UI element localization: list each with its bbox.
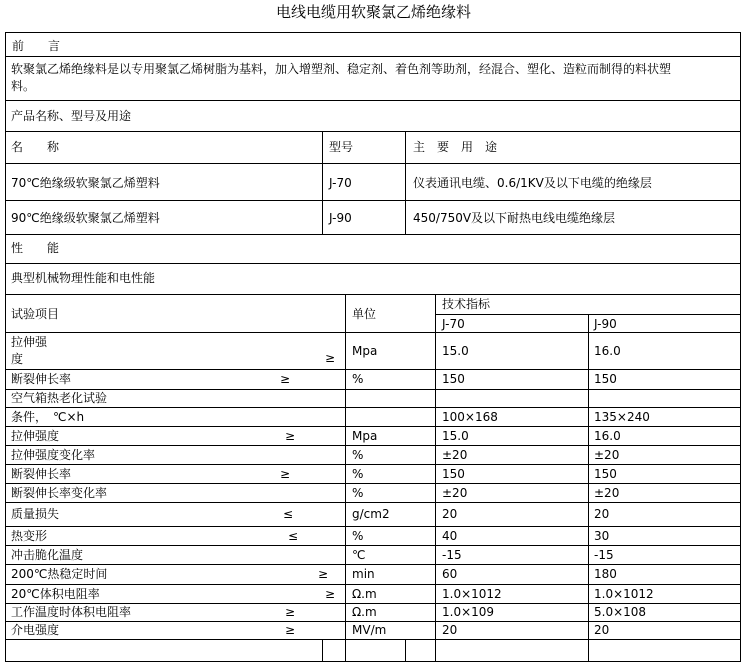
perf-j90: 5.0×108 xyxy=(594,605,647,619)
perf-j70: 1.0×1012 xyxy=(442,587,502,601)
perf-j70: 1.0×109 xyxy=(442,605,495,619)
products-col-use: 主 要 用 途 xyxy=(413,140,498,154)
perf-symbol: ≤ xyxy=(283,507,294,521)
products-heading: 产品名称、型号及用途 xyxy=(11,109,132,123)
perf-symbol: ≥ xyxy=(280,372,291,386)
perf-unit: min xyxy=(352,567,375,581)
perf-j70: 150 xyxy=(442,372,465,386)
product-use: 450/750V及以下耐热电线电缆绝缘层 xyxy=(413,211,616,225)
perf-j90: ±20 xyxy=(594,486,620,500)
perf-j90: 135×240 xyxy=(594,410,650,424)
perf-j90: -15 xyxy=(594,548,614,562)
performance-col-j70: J-70 xyxy=(442,317,465,331)
perf-item: 热变形 xyxy=(11,529,48,543)
perf-unit: MV/m xyxy=(352,623,387,637)
product-model: J-70 xyxy=(329,176,352,190)
perf-j90: 16.0 xyxy=(594,429,621,443)
perf-unit: % xyxy=(352,529,364,543)
product-name: 90℃绝缘级软聚氯乙烯塑料 xyxy=(11,211,160,225)
perf-unit: g/cm2 xyxy=(352,507,390,521)
perf-j70: 40 xyxy=(442,529,458,543)
perf-symbol: ≥ xyxy=(325,351,336,365)
perf-item: 条件， ℃×h xyxy=(11,410,85,424)
perf-j70: 20 xyxy=(442,507,458,521)
perf-unit: Mpa xyxy=(352,429,378,443)
performance-heading: 性 能 xyxy=(11,241,60,255)
performance-col-j90: J-90 xyxy=(594,317,617,331)
perf-unit: % xyxy=(352,372,364,386)
perf-symbol: ≥ xyxy=(325,587,336,601)
perf-item: 20℃体积电阻率 xyxy=(11,587,100,601)
product-model: J-90 xyxy=(329,211,352,225)
perf-item: 200℃热稳定时间 xyxy=(11,567,108,581)
perf-j90: 180 xyxy=(594,567,617,581)
perf-item: 空气箱热老化试验 xyxy=(11,391,108,405)
perf-j90: 1.0×1012 xyxy=(594,587,654,601)
perf-item: 冲击脆化温度 xyxy=(11,548,84,562)
performance-col-unit: 单位 xyxy=(352,307,377,321)
perf-j70: ±20 xyxy=(442,448,468,462)
perf-unit: Ω.m xyxy=(352,587,377,601)
performance-subheading: 典型机械物理性能和电性能 xyxy=(11,271,156,285)
perf-symbol: ≥ xyxy=(285,605,296,619)
perf-symbol: ≥ xyxy=(285,623,296,637)
product-use: 仪表通讯电缆、0.6/1KV及以下电缆的绝缘层 xyxy=(413,176,652,190)
perf-j70: 60 xyxy=(442,567,458,581)
perf-j70: 15.0 xyxy=(442,344,469,358)
perf-unit: % xyxy=(352,467,364,481)
perf-unit: ℃ xyxy=(352,548,366,562)
perf-symbol: ≥ xyxy=(318,567,329,581)
perf-j70: 20 xyxy=(442,623,458,637)
perf-j90: 20 xyxy=(594,507,610,521)
products-col-model: 型号 xyxy=(329,140,354,154)
perf-j90: ±20 xyxy=(594,448,620,462)
perf-j90: 20 xyxy=(594,623,610,637)
perf-j70: -15 xyxy=(442,548,462,562)
perf-j90: 30 xyxy=(594,529,610,543)
perf-item: 拉伸强度 xyxy=(11,429,60,443)
performance-col-spec: 技术指标 xyxy=(442,297,491,311)
perf-item: 断裂伸长率变化率 xyxy=(11,486,108,500)
perf-item: 质量损失 xyxy=(11,507,60,521)
perf-unit: % xyxy=(352,486,364,500)
perf-item: 工作温度时体积电阻率 xyxy=(11,605,132,619)
perf-j70: 15.0 xyxy=(442,429,469,443)
products-col-name: 名 称 xyxy=(11,140,60,154)
product-name: 70℃绝缘级软聚氯乙烯塑料 xyxy=(11,176,160,190)
perf-symbol: ≥ xyxy=(285,429,296,443)
document-title: 电线电缆用软聚氯乙烯绝缘料 xyxy=(275,3,471,21)
perf-j90: 16.0 xyxy=(594,344,621,358)
perf-symbol: ≥ xyxy=(280,467,291,481)
perf-item: 介电强度 xyxy=(11,623,60,637)
perf-unit: Mpa xyxy=(352,344,378,358)
perf-item: 断裂伸长率 xyxy=(11,467,72,481)
perf-item: 拉伸强 xyxy=(11,335,48,349)
perf-symbol: ≤ xyxy=(288,529,299,543)
foreword-text-line2: 料。 xyxy=(11,79,36,93)
foreword-heading: 前 言 xyxy=(12,39,61,53)
perf-j90: 150 xyxy=(594,467,617,481)
perf-j70: ±20 xyxy=(442,486,468,500)
performance-col-item: 试验项目 xyxy=(11,307,60,321)
perf-j70: 150 xyxy=(442,467,465,481)
perf-unit: % xyxy=(352,448,364,462)
foreword-text-line1: 软聚氯乙烯绝缘料是以专用聚氯乙烯树脂为基料，加入增塑剂、稳定剂、着色剂等助剂，经混合、塑化、造粒而制得的料状塑 xyxy=(11,62,672,76)
perf-j90: 150 xyxy=(594,372,617,386)
perf-item: 断裂伸长率 xyxy=(11,372,72,386)
perf-j70: 100×168 xyxy=(442,410,498,424)
perf-item: 拉伸强度变化率 xyxy=(11,448,96,462)
perf-unit: Ω.m xyxy=(352,605,377,619)
perf-item: 度 xyxy=(11,352,24,366)
